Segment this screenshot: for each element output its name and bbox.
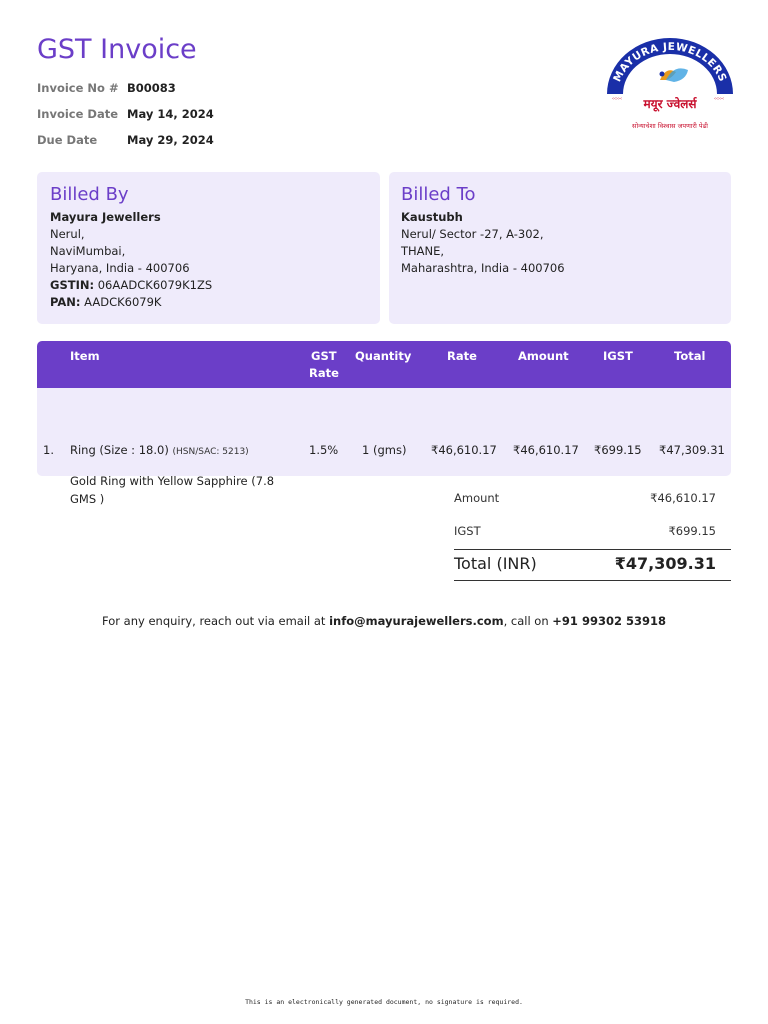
col-header-item: Item bbox=[70, 349, 100, 363]
summary-total-row bbox=[454, 549, 731, 581]
pan-label: PAN: bbox=[50, 295, 81, 309]
enquiry-phone: +91 99302 53918 bbox=[552, 614, 666, 628]
row-description-line2: GMS ) bbox=[70, 492, 105, 506]
billed-by-address-line: Haryana, India - 400706 bbox=[50, 261, 190, 275]
row-gst-rate: 1.5% bbox=[309, 443, 339, 457]
billed-to-address-line: THANE, bbox=[401, 244, 445, 258]
col-header-total: Total bbox=[674, 349, 706, 363]
billed-by-pan bbox=[50, 294, 212, 311]
billed-by-name: Mayura Jewellers bbox=[50, 210, 161, 224]
gstin-value: 06AADCK6079K1ZS bbox=[97, 278, 213, 292]
summary-igst-label: IGST bbox=[454, 524, 481, 538]
row-item-hsn: (HSN/SAC: 5213) bbox=[172, 447, 249, 457]
col-header-gst-rate-line1: GST bbox=[311, 349, 337, 363]
svg-text:‹‹››‹: ‹‹››‹ bbox=[612, 96, 622, 102]
page-title: GST Invoice bbox=[37, 34, 197, 65]
row-rate: ₹46,610.17 bbox=[431, 443, 497, 457]
col-header-gst-rate-line2: Rate bbox=[309, 366, 339, 380]
row-igst: ₹699.15 bbox=[594, 443, 642, 457]
gstin-label: GSTIN: bbox=[50, 278, 95, 292]
logo-hindi-name: मयूर ज्वेलर्स bbox=[643, 97, 697, 111]
row-amount: ₹46,610.17 bbox=[513, 443, 579, 457]
billed-to-address-line: Maharashtra, India - 400706 bbox=[401, 261, 565, 275]
summary-amount-label: Amount bbox=[454, 491, 500, 505]
enquiry-middle: , call on bbox=[503, 614, 553, 628]
mayura-jewellers-logo bbox=[604, 36, 736, 136]
billed-by-card bbox=[37, 172, 380, 324]
billed-by-gstin bbox=[50, 277, 212, 294]
enquiry-email-link[interactable]: info@mayurajewellers.com bbox=[329, 614, 504, 628]
billed-to-name: Kaustubh bbox=[401, 210, 463, 224]
billed-to-card bbox=[389, 172, 731, 324]
summary-amount-value: ₹46,610.17 bbox=[650, 491, 716, 505]
invoice-date-label: Invoice Date bbox=[37, 107, 119, 121]
row-item bbox=[70, 443, 249, 457]
logo-tagline: सोन्याचेशा विश्वास जपणारी पेढी bbox=[632, 122, 708, 130]
pan-value: AADCK6079K bbox=[84, 295, 162, 309]
svg-text:‹‹››‹: ‹‹››‹ bbox=[714, 96, 724, 102]
footer-note: This is an electronically generated document, no signature is required. bbox=[245, 998, 523, 1006]
billed-to-heading: Billed To bbox=[401, 184, 476, 205]
billed-by-address-line: NaviMumbai, bbox=[50, 244, 126, 258]
enquiry-note bbox=[0, 614, 768, 628]
row-description-line1: Gold Ring with Yellow Sapphire (7.8 bbox=[70, 474, 275, 488]
items-table-header bbox=[37, 341, 731, 388]
summary-igst-value: ₹699.15 bbox=[668, 524, 716, 538]
col-header-rate: Rate bbox=[447, 349, 477, 363]
row-item-name: Ring (Size : 18.0) bbox=[70, 443, 169, 457]
summary-total-label: Total (INR) bbox=[454, 554, 537, 573]
enquiry-prefix: For any enquiry, reach out via email at bbox=[102, 614, 330, 628]
billed-to-address-line: Nerul/ Sector -27, A-302, bbox=[401, 227, 544, 241]
logo-arc-text: MAYURA JEWELLERS bbox=[611, 40, 729, 84]
row-total: ₹47,309.31 bbox=[659, 443, 725, 457]
billed-by-heading: Billed By bbox=[50, 184, 129, 205]
row-index: 1. bbox=[43, 443, 54, 457]
invoice-number-value: B00083 bbox=[127, 81, 176, 95]
row-quantity: 1 (gms) bbox=[362, 443, 407, 457]
col-header-quantity: Quantity bbox=[355, 349, 412, 363]
col-header-igst: IGST bbox=[603, 349, 633, 363]
col-header-gst-rate bbox=[311, 348, 339, 382]
invoice-number-label: Invoice No # bbox=[37, 81, 119, 95]
col-header-amount: Amount bbox=[518, 349, 569, 363]
items-table bbox=[37, 341, 731, 506]
due-date-value: May 29, 2024 bbox=[127, 133, 214, 147]
summary-total-value: ₹47,309.31 bbox=[614, 554, 716, 573]
due-date-label: Due Date bbox=[37, 133, 98, 147]
invoice-date-value: May 14, 2024 bbox=[127, 107, 214, 121]
billed-by-address-line: Nerul, bbox=[50, 227, 85, 241]
